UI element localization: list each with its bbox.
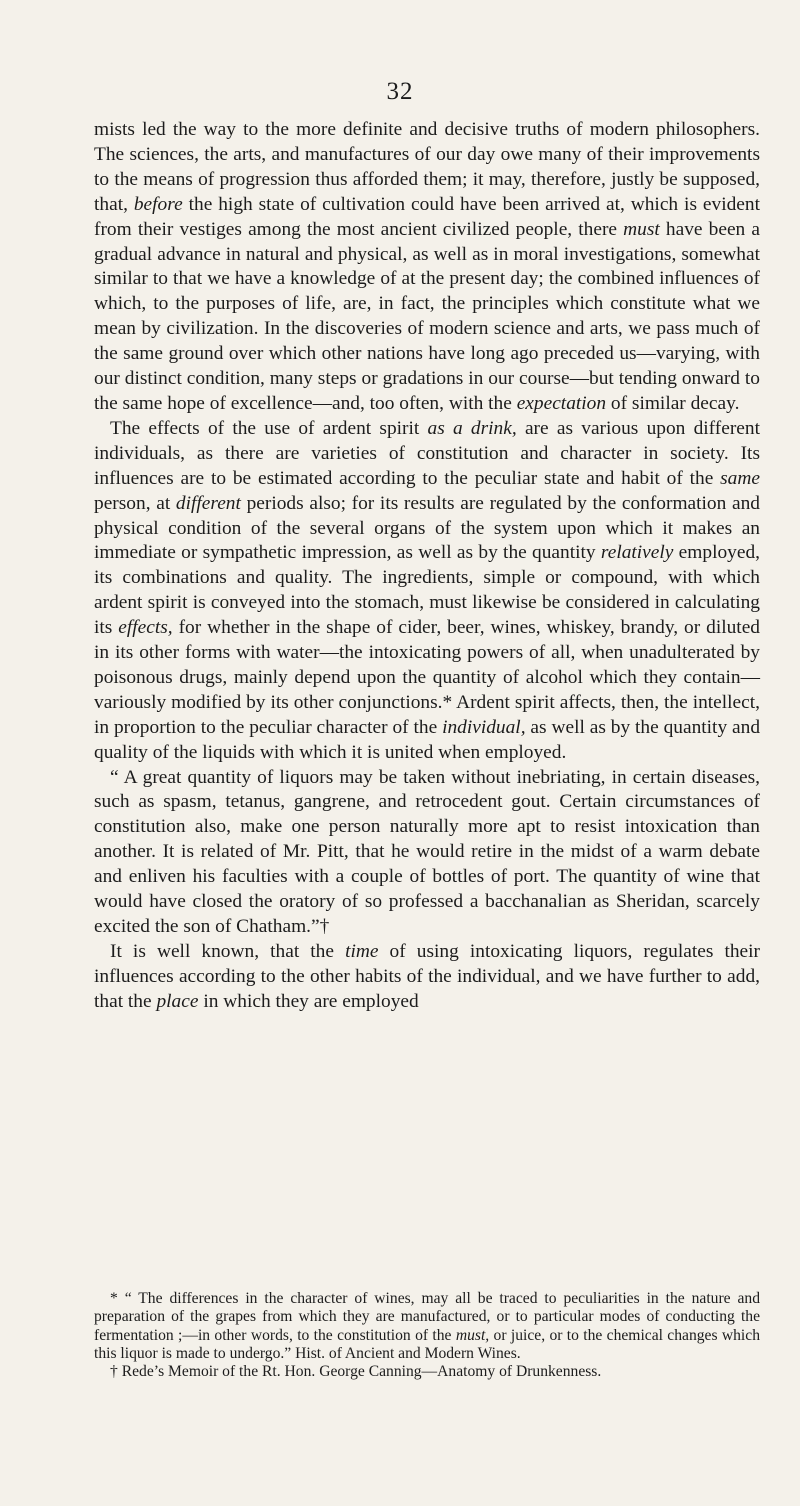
text-run: for whether in the shape of cider, beer, wines, whiskey, brandy, or diluted in its other forms with water—the intoxicating powers of all, when unadulterated by poisonous drugs, mainly depend upon the quantity of alcohol which they contain—variously modified by its other conjunctions.* Ardent spirit affects, then, the intellect, in proportion to the peculiar character of the xyxy=(94,617,760,738)
page-number: 32 xyxy=(386,78,414,105)
italic-text: time xyxy=(345,940,379,962)
italic-text: expectation xyxy=(516,392,607,414)
italic-text: relatively xyxy=(600,542,674,564)
paragraph xyxy=(94,118,760,417)
paragraph xyxy=(94,417,760,766)
paragraph xyxy=(94,766,760,940)
text-run: have been a gradual advance in natural and physical, as well as in moral investigations, somewhat similar to that we have a knowledge of at the present day; the combined influences of which, to the purposes of life, are, in fact, the principles which constitute what we mean by civilization. In the discoveries of modern science and arts, we pass much of the same ground over which other nations have long ago preceded us—varying, with our distinct condition, many steps or gradations in our course—but tending onward to the same hope of excellence—and, too often, with the xyxy=(94,218,760,414)
footnote xyxy=(94,1363,760,1381)
text-run: or juice, or to the chemical changes which this liquor is made to undergo.” Hist. of Ancient and Modern Wines. xyxy=(94,1326,760,1362)
italic-text: same xyxy=(720,467,760,489)
text-run: employed, its combinations and quality. The ingredients, simple or compound, with which ardent spirit is conveyed into the stomach, must likewise be considered in calculating its xyxy=(94,542,760,639)
italic-text: must, xyxy=(455,1326,490,1344)
paragraph xyxy=(94,940,760,1015)
text-run: “ A great quantity of liquors may be taken without inebriating, in certain diseases, such as spasm, tetanus, gangrene, and retrocedent gout. Certain circumstances of constitution also, make one person naturally more apt to resist intoxication than another. It is related of Mr. Pitt, that he would retire in the midst of a warm debate and enliven his faculties with a couple of bottles of port. The quantity of wine that would have closed the oratory of so professed a bacchanalian as Sheridan, scarcely excited the son of Chatham.”† xyxy=(94,766,760,937)
text-run: person, at xyxy=(94,492,176,514)
text-run: of similar decay. xyxy=(606,392,740,414)
text-run: in which they are employed xyxy=(198,990,419,1012)
footnotes xyxy=(94,1290,760,1381)
text-run: mists led the way to the more definite and decisive truths of modern philosophers. The sciences, the arts, and manufactures of our day owe many of their improvements to the means of progression thus afforded them; it may, therefore, justly be supposed, that, xyxy=(94,119,760,215)
text-run: periods also; for its results are regulated by the conformation and physical condition of the several organs of the system upon which it makes an immediate or sympathetic impression, as well as by the quantity xyxy=(94,492,760,564)
text-run: It is well known, that the xyxy=(110,940,346,962)
footnote xyxy=(94,1290,760,1363)
italic-text: different xyxy=(175,492,241,514)
text-run: are as various upon different individuals, as there are varieties of constitution and character in society. Its influences are to be estimated according to the peculiar state and habit of the xyxy=(94,417,760,489)
italic-text: individual, xyxy=(442,716,526,738)
body-text xyxy=(94,118,760,1015)
text-run: † Rede’s Memoir of the Rt. Hon. George Canning—Anatomy of Drunkenness. xyxy=(110,1363,602,1381)
italic-text: effects, xyxy=(118,617,173,639)
italic-text: before xyxy=(133,193,183,215)
text-run: * “ The differences in the character of wines, may all be traced to peculiarities in the nature and preparation of the grapes from which they are manufactured, or to particular modes of conducting the fermentation ;—in other words, to the constitution of the xyxy=(94,1290,760,1344)
text-run: The effects of the use of ardent spirit xyxy=(110,417,428,439)
text-run: as well as by the quantity and quality of the liquids with which it is united when employed. xyxy=(94,716,761,763)
italic-text: place xyxy=(156,990,199,1012)
text-run: the high state of cultivation could have been arrived at, which is evident from their vestiges among the most ancient civilized people, there xyxy=(94,193,760,240)
text-run: of using intoxicating liquors, regulates their influences according to the other habits of the individual, and we have further to add, that the xyxy=(94,940,760,1012)
italic-text: as a drink, xyxy=(427,417,517,439)
italic-text: must xyxy=(623,218,660,240)
